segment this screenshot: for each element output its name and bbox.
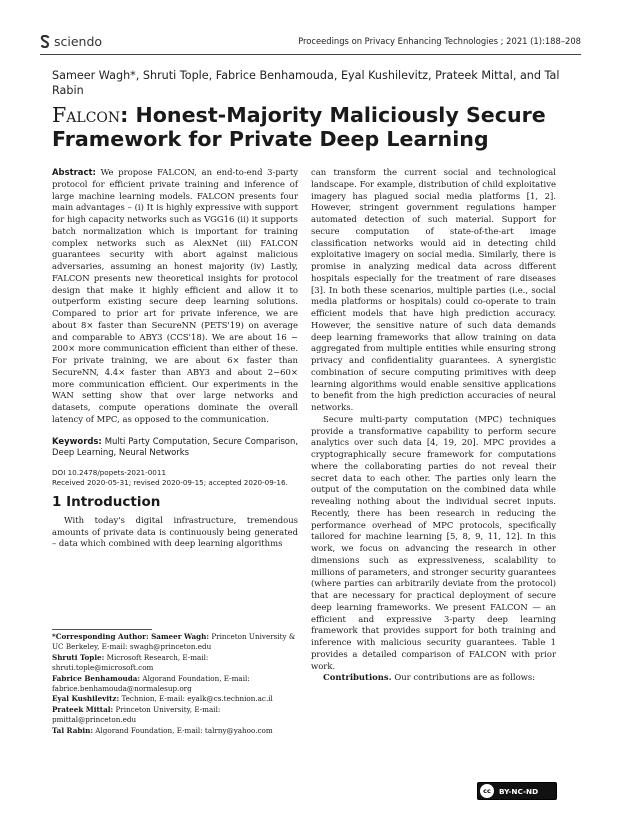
footnote-entry: Fabrice Benhamouda: Algorand Foundation, E-mail: fabrice.benhamouda@normalesup.org (52, 673, 250, 694)
paper-title (52, 103, 592, 151)
author-list: Sameer Wagh*, Shruti Tople, Fabrice Benhamouda, Eyal Kushilevitz, Prateek Mittal, and Tal Rabin (52, 69, 560, 97)
received-text: Received 2020-05-31; revised 2020-09-15; accepted 2020-09-16. (52, 478, 288, 487)
abstract-paragraph (52, 167, 298, 426)
footnote-entry: Eyal Kushilevitz: Technion, E-mail: eyalk@cs.technion.ac.il (52, 694, 273, 704)
title-system-name: Falcon (52, 103, 121, 127)
creative-commons-icon: cc (480, 784, 494, 798)
body-paragraph: Secure multi-party computation (MPC) techniques provide a transformative capability to perform secure analytics over such data [4, 19, 20]. MPC provides a cryptographically secure framework for computations where the collaborating parties do not reveal their secret data to each other. The parties only learn the output of the computation on the combined data while revealing nothing about the individual secret inputs. Recently, there has been research in reducing the performance overhead of MPC protocols, specifically tailored for machine learning [5, 8, 9, 11, 12]. In this work, we focus on advancing the research in other dimensions such as expressiveness, scalability to millions of parameters, and stronger security guarantees (where parties can arbitrarily deviate from the protocol) that are necessary for practical deployment of secure deep learning frameworks. We present FALCON — an efficient and expressive 3-party deep learning framework that provides support for both training and inference with malicious security guarantees. Table 1 provides a detailed comparison of FALCON with prior work. (311, 413, 556, 671)
footnote-entry: *Corresponding Author: Sameer Wagh: Princeton University & UC Berkeley, E-mail: swagh@princeton.edu (52, 632, 296, 652)
keywords-text: Multi Party Computation, Secure Comparison, Deep Learning, Neural Networks (52, 435, 298, 458)
keywords-paragraph (52, 436, 298, 460)
section-heading: 1 Introduction (52, 494, 161, 510)
left-column (52, 167, 298, 550)
footnotes (52, 632, 298, 736)
contributions-label: Contributions. (323, 672, 392, 683)
abstract-label: Abstract: (52, 167, 96, 177)
body-paragraph: can transform the current social and technological landscape. For example, distribution of child exploitative imagery has plagued social media platforms [1, 2]. However, stringent government regulations hamper automated detection of such material. Support for secure computation of state-of-the-art image classification networks would aid in detecting child exploitative imagery on social media. Similarly, there is promise in analyzing medical data across different hospitals especially for the treatment of rare diseases [3]. In both these scenarios, multiple parties (i.e., social media platforms or hospitals) could co-operate to train efficient models that have high prediction accuracy. However, the sensitive nature of such data demands deep learning frameworks that allow training on data aggregated from multiple entities while ensuring strong privacy and confidentiality guarantees. A synergistic combination of secure computing primitives with deep learning algorithms would enable sensitive applications to benefit from the high prediction accuracies of neural networks. (311, 167, 556, 412)
right-column (311, 167, 556, 684)
publisher-name: sciendo (54, 34, 103, 49)
contributions-paragraph: Contributions. Our contributions are as follows: (323, 672, 536, 683)
publisher-logo (40, 34, 102, 49)
license-badge[interactable] (477, 782, 557, 800)
intro-paragraph: With today's digital infrastructure, tremendous amounts of private data is continuously being generated – data which combined with deep learning algorithms (52, 514, 298, 549)
doi-line (52, 468, 298, 488)
abstract-text: We propose FALCON, an end-to-end 3-party protocol for efficient private training and inference of large machine learning models. FALCON presents four main advantages – (i) It is highly expressive with support for high capacity networks such as VGG16 (ii) it supports batch normalization which is important for training complex networks such as AlexNet (iii) FALCON guarantees security with abort against malicious adversaries, assuming an honest majority (iv) Lastly, FALCON presents new theoretical insights for protocol design that make it highly efficient and allow it to outperform existing secure deep learning solutions. Compared to prior art for private inference, we are about 8× faster than SecureNN (PETS'19) on average and comparable to ABY3 (CCS'18). We are about 16 − 200× more communication efficient than either of these. For private training, we are about 6× faster than SecureNN, 4.4× faster than ABY3 and about 2−60× more communication efficient. Our experiments in the WAN setting show that over large networks and datasets, compute operations dominate the overall latency of MPC, as opposed to the communication. (52, 167, 298, 424)
footnote-entry: Shruti Tople: Microsoft Research, E-mail: shruti.tople@microsoft.com (52, 652, 209, 673)
sciendo-logo-icon (40, 35, 50, 48)
title-rest: : Honest-Majority Maliciously Secure Framework for Private Deep Learning (52, 103, 546, 151)
footnote-entry: Prateek Mittal: Princeton University, E-mail: pmittal@princeton.edu (52, 704, 221, 725)
keywords-label: Keywords: (52, 435, 102, 446)
proceedings-line: Proceedings on Privacy Enhancing Technologies ; 2021 (1):188–208 (298, 36, 581, 46)
license-text: BY-NC-ND (499, 786, 539, 796)
doi-text: DOI 10.2478/popets-2021-0011 (52, 468, 167, 477)
footnote-rule (52, 629, 152, 630)
footnote-entry: Tal Rabin: Algorand Foundation, E-mail: talrny@yahoo.com (52, 725, 273, 735)
page-header (40, 34, 581, 55)
